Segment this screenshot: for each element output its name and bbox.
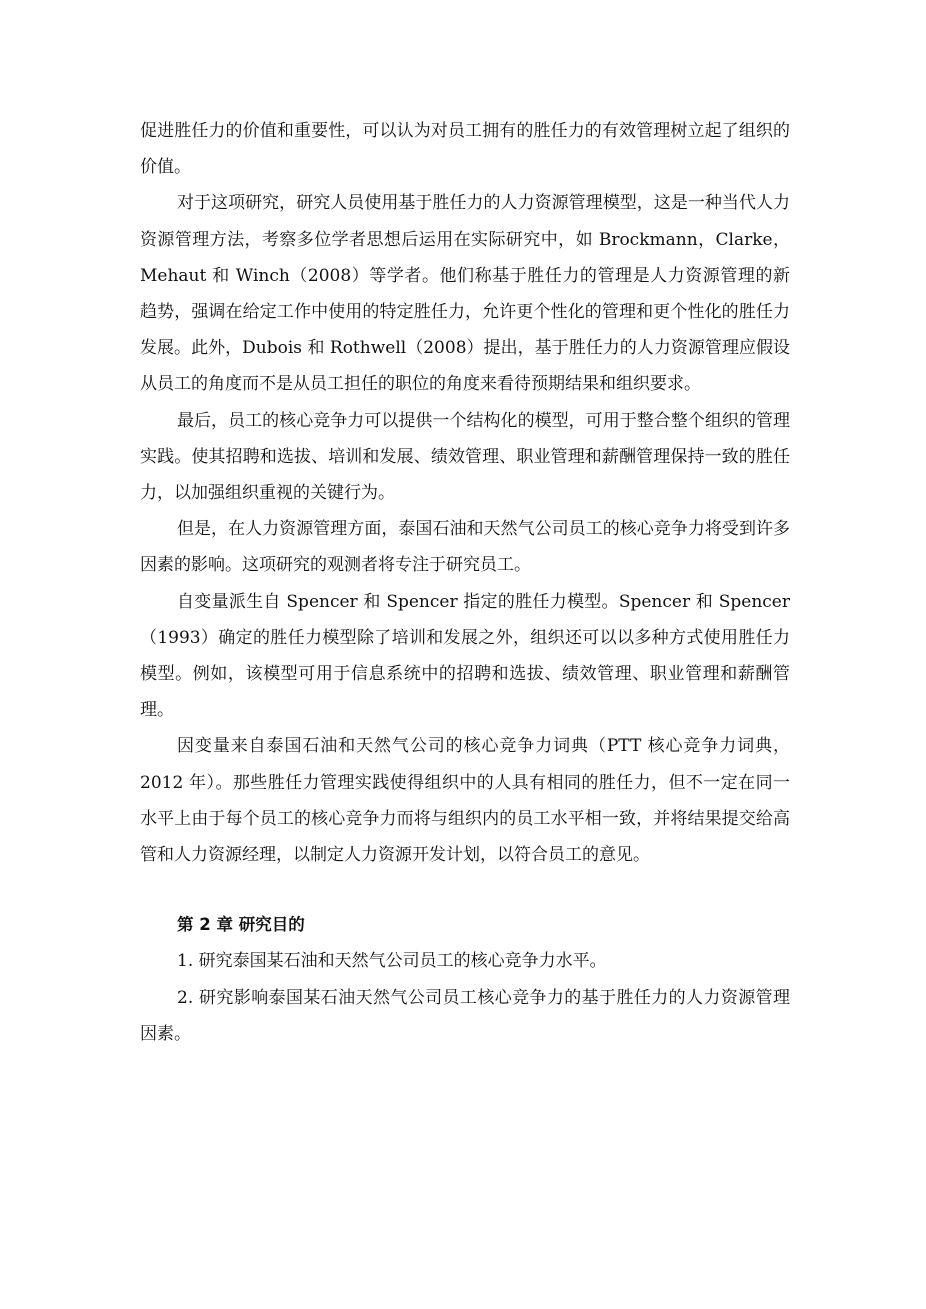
- paragraph-independent-variable: 自变量派生自 Spencer 和 Spencer 指定的胜任力模型。Spencer 和 Spencer（1993）确定的胜任力模型除了培训和发展之外，组织还可以以多种方式使用胜任力模型。例如，该模型可用于信息系统中的招聘和选拔、绩效管理、职业管理和薪酬管理。: [140, 591, 790, 721]
- document-page: [140, 113, 790, 1052]
- paragraph-continuation: 促进胜任力的价值和重要性，可以认为对员工拥有的胜任力的有效管理树立起了组织的价值。: [140, 121, 790, 178]
- objective-text: 研究泰国某石油和天然气公司员工的核心竞争力水平。: [198, 951, 607, 972]
- objective-number: 2.: [177, 987, 194, 1008]
- paragraph-core-competency: 最后，员工的核心竞争力可以提供一个结构化的模型，可用于整合整个组织的管理实践。使其招聘和选拔、培训和发展、绩效管理、职业管理和薪酬管理保持一致的胜任力，以加强组织重视的关键行为。: [140, 410, 790, 504]
- objective-item: [140, 943, 790, 979]
- paragraph-hrm-model: 对于这项研究，研究人员使用基于胜任力的人力资源管理模型，这是一种当代人力资源管理方法，考察多位学者思想后运用在实际研究中，如 Brockmann，Clarke，Mehaut 和 Winch（2008）等学者。他们称基于胜任力的管理是人力资源管理的新趋势，强调在给定工作中使用的特定胜任力，允许更个性化的管理和更个性化的胜任力发展。此外，Dubois 和 Rothwell（2008）提出，基于胜任力的人力资源管理应假设从员工的角度而不是从员工担任的职位的角度来看待预期结果和组织要求。: [140, 193, 790, 395]
- objective-number: 1.: [177, 951, 194, 972]
- chapter-heading: 第 2 章 研究目的: [177, 915, 305, 935]
- paragraph-dependent-variable: 因变量来自泰国石油和天然气公司的核心竞争力词典（PTT 核心竞争力词典，2012 年）。那些胜任力管理实践使得组织中的人具有相同的胜任力，但不一定在同一水平上由于每个员工的核心竞争力而将与组织内的员工水平相一致，并将结果提交给高管和人力资源经理，以制定人力资源开发计划，以符合员工的意见。: [140, 736, 790, 866]
- section-spacer: [140, 873, 790, 907]
- paragraph-hr-factors: 但是，在人力资源管理方面，泰国石油和天然气公司员工的核心竞争力将受到许多因素的影响。这项研究的观测者将专注于研究员工。: [140, 519, 790, 576]
- objective-text: 研究影响泰国某石油天然气公司员工核心竞争力的基于胜任力的人力资源管理因素。: [140, 987, 790, 1044]
- objective-item: [140, 980, 790, 1052]
